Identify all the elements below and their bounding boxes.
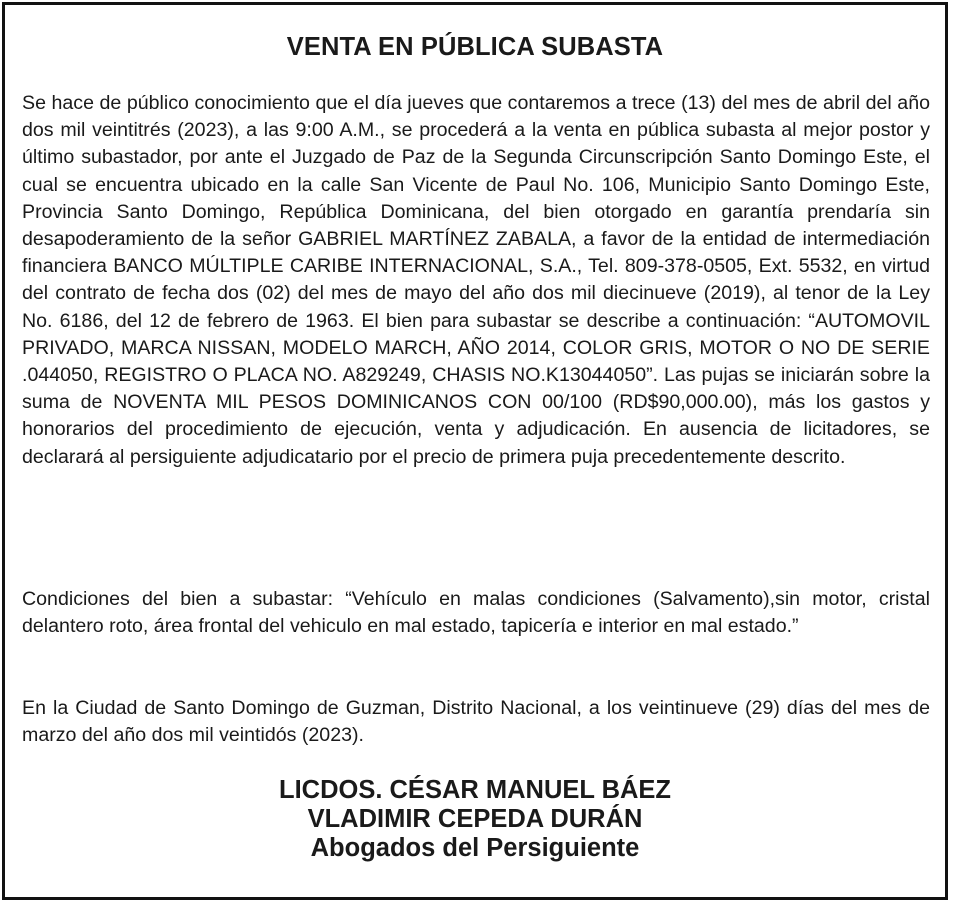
place-date-paragraph: En la Ciudad de Santo Domingo de Guzman, Distrito Nacional, a los veintinueve (29) días del mes de marzo del año dos mil veintidós (2023).	[22, 697, 930, 747]
notice-title: VENTA EN PÚBLICA SUBASTA	[286, 33, 664, 61]
signature-lawyer-2: VLADIMIR CEPEDA DURÁN	[307, 805, 643, 833]
signature-lawyer-1: LICDOS. CÉSAR MANUEL BÁEZ	[279, 776, 671, 804]
conditions-paragraph: Condiciones del bien a subastar: “Vehículo en malas condiciones (Salvamento),sin motor, cristal delantero roto, área frontal del vehiculo en mal estado, tapicería e interior en mal estado.”	[22, 588, 930, 638]
signature-block	[5, 776, 945, 863]
notice-body-paragraph: Se hace de público conocimiento que el día jueves que contaremos a trece (13) del mes de abril del año dos mil veintitrés (2023), a las 9:00 A.M., se procederá a la venta en pública subasta al mejor postor y último subastador, por ante el Juzgado de Paz de la Segunda Circunscripción Santo Domingo Este, el cual se encuentra ubicado en la calle San Vicente de Paul No. 106, Municipio Santo Domingo Este, Provincia Santo Domingo, República Dominicana, del bien otorgado en garantía prendaría sin desapoderamiento de la señor GABRIEL MARTÍNEZ ZABALA, a favor de la entidad de intermediación financiera BANCO MÚLTIPLE CARIBE INTERNACIONAL, S.A., Tel. 809-378-0505, Ext. 5532, en virtud del contrato de fecha dos (02) del mes de mayo del año dos mil diecinueve (2019), al tenor de la Ley No. 6186, del 12 de febrero de 1963. El bien para subastar se describe a continuación: “AUTOMOVIL PRIVADO, MARCA NISSAN, MODELO MARCH, AÑO 2014, COLOR GRIS, MOTOR O NO DE SERIE .044050, REGISTRO O PLACA NO. A829249, CHASIS NO.K13044050”. Las pujas se iniciarán sobre la suma de NOVENTA MIL PESOS DOMINICANOS CON 00/100 (RD$90,000.00), más los gastos y honorarios del procedimiento de ejecución, venta y adjudicación. En ausencia de licitadores, se declarará al persiguiente adjudicatario por el precio de primera puja precedentemente descrito.	[22, 92, 930, 468]
legal-notice	[2, 2, 948, 900]
signature-role: Abogados del Persiguiente	[310, 834, 640, 862]
